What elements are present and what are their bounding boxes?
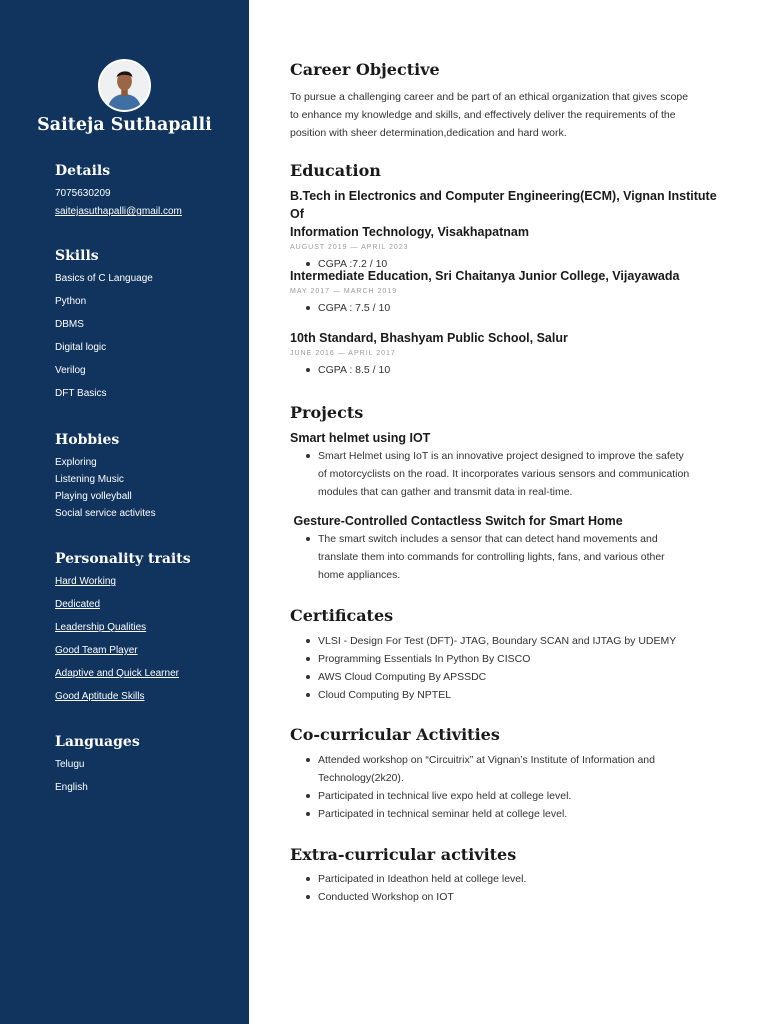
section-title: Career Objective bbox=[290, 60, 440, 79]
education-entry bbox=[290, 187, 730, 273]
cocurricular-section bbox=[290, 727, 730, 823]
certificate-item: Programming Essentials In Python By CISCO bbox=[290, 650, 730, 668]
education-bullet: CGPA : 8.5 / 10 bbox=[290, 361, 730, 379]
education-title: Intermediate Education, Sri Chaitanya Junior College, Vijayawada bbox=[290, 269, 680, 283]
details-section bbox=[55, 164, 240, 217]
project-line: Smart Helmet using IoT is an innovative project designed to improve the safety bbox=[318, 450, 684, 462]
skill-item: Digital logic bbox=[55, 342, 107, 353]
education-bullet: CGPA :7.2 / 10 bbox=[290, 255, 730, 273]
certificates-section bbox=[290, 608, 730, 704]
skill-item: DFT Basics bbox=[55, 388, 107, 399]
section-title: Education bbox=[290, 161, 381, 180]
education-entry bbox=[290, 329, 730, 379]
objective-line: position with sheer determination,dedication and hard work. bbox=[290, 127, 567, 139]
traits-heading: Personality traits bbox=[55, 551, 191, 567]
education-date: JUNE 2016 — APRIL 2017 bbox=[290, 350, 396, 357]
languages-heading: Languages bbox=[55, 734, 140, 750]
project-line: of motorcyclists on the road. It incorporates various sensors and communication bbox=[318, 468, 690, 480]
project-entry bbox=[290, 429, 730, 501]
trait-item[interactable]: Dedicated bbox=[55, 599, 101, 610]
activity-line: Attended workshop on “Circuitrix” at Vignan’s Institute of Information and bbox=[318, 754, 655, 766]
skill-item: Verilog bbox=[55, 365, 86, 376]
education-section bbox=[290, 163, 730, 179]
email-link[interactable]: saitejasuthapalli@gmail.com bbox=[55, 206, 182, 217]
languages-section bbox=[55, 735, 240, 806]
objective-line: to enhance my knowledge and skills, and effectively deliver the requirements of the bbox=[290, 109, 676, 121]
skill-item: Basics of C Language bbox=[55, 273, 153, 284]
language-item: Telugu bbox=[55, 759, 85, 770]
objective-line: To pursue a challenging career and be part of an ethical organization that gives scope bbox=[290, 91, 689, 103]
section-title: Co-curricular Activities bbox=[290, 725, 500, 744]
activity-item: Participated in technical live expo held at college level. bbox=[290, 787, 730, 805]
project-title: Smart helmet using IOT bbox=[290, 431, 431, 445]
project-entry bbox=[290, 512, 730, 584]
trait-item[interactable]: Adaptive and Quick Learner bbox=[55, 668, 179, 679]
education-title: Information Technology, Visakhapatnam bbox=[290, 225, 529, 239]
trait-item[interactable]: Leadership Qualities bbox=[55, 622, 147, 633]
section-title: Certificates bbox=[290, 606, 394, 625]
hobby-item: Exploring bbox=[55, 457, 97, 468]
hobby-item: Social service activites bbox=[55, 508, 156, 519]
section-title: Extra-curricular activites bbox=[290, 845, 517, 864]
trait-item[interactable]: Hard Working bbox=[55, 576, 116, 587]
education-date: MAY 2017 — MARCH 2019 bbox=[290, 288, 398, 295]
profile-photo bbox=[98, 59, 151, 112]
education-bullet: CGPA : 7.5 / 10 bbox=[290, 299, 730, 317]
hobbies-heading: Hobbies bbox=[55, 432, 120, 448]
project-line: modules that can gather and transmit data in real-time. bbox=[318, 486, 573, 498]
hobbies-section bbox=[55, 433, 240, 526]
education-date: AUGUST 2019 — APRIL 2023 bbox=[290, 244, 409, 251]
activity-item: Participated in technical seminar held at college level. bbox=[290, 805, 730, 823]
phone-number: 7075630209 bbox=[55, 188, 111, 199]
project-description bbox=[290, 530, 730, 584]
education-title: 10th Standard, Bhashyam Public School, Salur bbox=[290, 331, 568, 345]
projects-section bbox=[290, 405, 730, 421]
project-line: The smart switch includes a sensor that can detect hand movements and bbox=[318, 533, 658, 545]
activity-item bbox=[290, 751, 730, 787]
sidebar bbox=[0, 0, 249, 1024]
career-objective-section bbox=[290, 62, 730, 142]
hobby-item: Listening Music bbox=[55, 474, 124, 485]
certificate-item: VLSI - Design For Test (DFT)- JTAG, Boundary SCAN and IJTAG by UDEMY bbox=[290, 632, 730, 650]
education-title: B.Tech in Electronics and Computer Engineering(ECM), Vignan Institute Of bbox=[290, 189, 717, 221]
activity-item: Participated in Ideathon held at college level. bbox=[290, 870, 730, 888]
skill-item: DBMS bbox=[55, 319, 84, 330]
project-line: home appliances. bbox=[318, 569, 401, 581]
certificate-item: Cloud Computing By NPTEL bbox=[290, 686, 730, 704]
traits-section bbox=[55, 552, 240, 715]
project-description bbox=[290, 447, 730, 501]
candidate-name: Saiteja Suthapalli bbox=[37, 115, 212, 135]
section-title: Projects bbox=[290, 403, 364, 422]
avatar-illustration bbox=[100, 61, 149, 110]
activity-line: Technology(2k20). bbox=[318, 772, 404, 784]
activity-item: Conducted Workshop on IOT bbox=[290, 888, 730, 906]
skills-heading: Skills bbox=[55, 248, 99, 264]
extracurricular-section bbox=[290, 847, 730, 906]
education-entry bbox=[290, 267, 730, 317]
certificate-item: AWS Cloud Computing By APSSDC bbox=[290, 668, 730, 686]
skill-item: Python bbox=[55, 296, 87, 307]
trait-item[interactable]: Good Team Player bbox=[55, 645, 138, 656]
hobby-item: Playing volleyball bbox=[55, 491, 132, 502]
skills-section bbox=[55, 249, 240, 412]
trait-item[interactable]: Good Aptitude Skills bbox=[55, 691, 145, 702]
details-heading: Details bbox=[55, 163, 111, 179]
project-title: Gesture-Controlled Contactless Switch for Smart Home bbox=[290, 514, 623, 528]
language-item: English bbox=[55, 782, 88, 793]
project-line: translate them into commands for controlling lights, fans, and various other bbox=[318, 551, 665, 563]
